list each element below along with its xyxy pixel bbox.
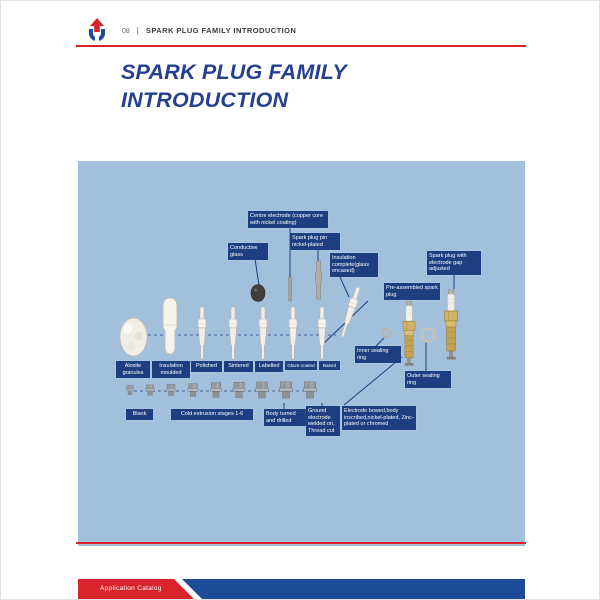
- labelled-insulator-part: [259, 307, 267, 360]
- footer-rule: [76, 542, 526, 544]
- header-section-title: SPARK PLUG FAMILY INTRODUCTION: [145, 26, 297, 35]
- footer-label: Application Catalog: [100, 585, 162, 592]
- label-inner-sealing-ring: Inner sealing ring: [355, 346, 401, 363]
- insulation-complete-part: [338, 286, 362, 338]
- label-centre-electrode: Centre electrode (copper core with nickel coating): [248, 211, 328, 228]
- label-outer-sealing-ring: Outer sealing ring: [405, 371, 451, 388]
- label-insulation-moulded: Insulation moulded: [152, 361, 190, 378]
- label-insulation-complete: Insulation complete(glass encased): [330, 253, 378, 277]
- page-title: [121, 59, 347, 115]
- label-glaze-coated: Glaze-coated: [285, 361, 317, 370]
- header-meta: [122, 26, 296, 35]
- header-rule: [76, 45, 526, 47]
- shell-stages-parts: [126, 382, 316, 399]
- label-blank: Blank: [126, 409, 153, 420]
- label-electrode-bowed: Electrode bowed,body inscribed,nickel-plated, Zinc-plated or chromed: [342, 406, 416, 430]
- sintered-insulator-part: [229, 307, 237, 360]
- label-ground-electrode: Ground electrode welded on, Thread cut: [306, 406, 340, 436]
- aloxite-granules-part: [120, 318, 147, 356]
- moulded-insulator-part: [163, 298, 177, 354]
- label-body-turned: Body turned and drilled: [264, 409, 306, 426]
- label-spark-plug-pin: Spark plug pin nickel-plated: [290, 233, 340, 250]
- label-sintered: Sintered: [224, 361, 253, 372]
- glaze-coated-insulator-part: [289, 307, 297, 360]
- conductive-glass-part: [251, 285, 265, 302]
- spark-plug-pin-part: [315, 261, 321, 299]
- brand-logo-icon: [85, 17, 109, 44]
- inner-sealing-ring-part: [383, 329, 391, 337]
- footer-bar: [78, 579, 525, 599]
- pre-assembled-plug-part: [403, 301, 415, 365]
- baked-insulator-part: [318, 307, 326, 360]
- page-title-line2: INTRODUCTION: [121, 87, 289, 112]
- diagram-panel: [78, 161, 525, 546]
- polished-insulator-part: [198, 307, 206, 360]
- label-cold-extrusion: Cold extrusion stages 1-6: [171, 409, 253, 420]
- label-aloxite-granules: Aloxite granules: [116, 361, 150, 378]
- header-divider: |: [136, 26, 139, 35]
- label-pre-assembled: Pre-assembled spark plug: [384, 283, 440, 300]
- label-baked: Baked: [319, 361, 340, 370]
- label-polished: Polished: [191, 361, 222, 372]
- centre-electrode-part: [289, 277, 292, 301]
- label-spark-plug-gap: Spark plug with electrode gap adjusted: [427, 251, 481, 275]
- outer-sealing-ring-part: [422, 329, 435, 342]
- label-conductive-glass: Conductive glass: [228, 243, 268, 260]
- label-labelled: Labelled: [255, 361, 283, 372]
- page-number: 08: [122, 28, 130, 35]
- page-title-line1: SPARK PLUG FAMILY: [121, 60, 347, 84]
- finished-plug-part: [445, 289, 458, 359]
